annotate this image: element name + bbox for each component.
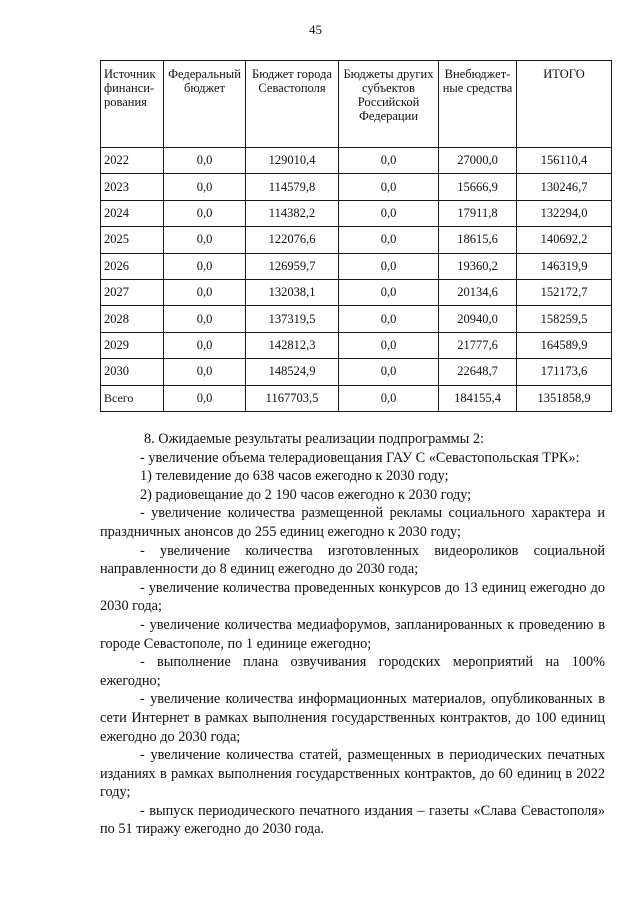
table-row — [101, 227, 612, 253]
result-item: - увеличение количества статей, размещенных в периодических печатных изданиях в рамках выполнения государственных контрактов, до 60 единиц в 2022 году; — [100, 747, 605, 801]
extrabudgetary-cell: 27000,0 — [439, 148, 517, 174]
extrabudgetary-cell: 18615,6 — [439, 227, 517, 253]
city-budget-cell: 132038,1 — [246, 279, 339, 305]
header-source: Источник финанси-рования — [101, 61, 164, 148]
extrabudgetary-cell: 20940,0 — [439, 306, 517, 332]
federal-budget-cell: 0,0 — [164, 359, 246, 385]
result-item: 2) радиовещание до 2 190 часов ежегодно к 2030 году; — [140, 486, 472, 503]
other-subjects-cell: 0,0 — [339, 253, 439, 279]
result-item: - выполнение плана озвучивания городских мероприятий на 100% ежегодно; — [100, 654, 605, 689]
table-row — [101, 385, 612, 411]
federal-budget-cell: 0,0 — [164, 253, 246, 279]
results-heading: 8. Ожидаемые результаты реализации подпрограммы 2: — [144, 431, 484, 447]
year-cell: 2023 — [101, 174, 164, 200]
total-cell: 140692,2 — [517, 227, 612, 253]
table-row — [101, 200, 612, 226]
federal-budget-cell: 0,0 — [164, 174, 246, 200]
total-cell: 171173,6 — [517, 359, 612, 385]
result-item: - увеличение количества медиафорумов, запланированных к проведению в городе Севастополе, по 1 единице ежегодно; — [100, 616, 605, 652]
other-subjects-cell: 0,0 — [339, 332, 439, 358]
year-cell: 2029 — [101, 332, 164, 358]
total-cell: 146319,9 — [517, 253, 612, 279]
federal-budget-cell: 0,0 — [164, 306, 246, 332]
city-budget-cell: 114579,8 — [246, 174, 339, 200]
federal-budget-cell: 0,0 — [164, 227, 246, 253]
year-cell: 2025 — [101, 227, 164, 253]
financing-table — [100, 60, 612, 412]
extrabudgetary-cell: 15666,9 — [439, 174, 517, 200]
total-cell: 1351858,9 — [517, 385, 612, 411]
other-subjects-cell: 0,0 — [339, 200, 439, 226]
header-federal-budget: Федеральный бюджет — [164, 61, 246, 148]
other-subjects-cell: 0,0 — [339, 148, 439, 174]
year-cell: 2022 — [101, 148, 164, 174]
header-other-subjects-budgets: Бюджеты других субъектов Российской Федерации — [339, 61, 439, 148]
total-cell: 158259,5 — [517, 306, 612, 332]
federal-budget-cell: 0,0 — [164, 279, 246, 305]
header-city-budget: Бюджет города Севастополя — [246, 61, 339, 148]
extrabudgetary-cell: 22648,7 — [439, 359, 517, 385]
year-cell: 2024 — [101, 200, 164, 226]
header-total: ИТОГО — [517, 61, 612, 148]
other-subjects-cell: 0,0 — [339, 359, 439, 385]
header-extrabudgetary: Внебюджет-ные средства — [439, 61, 517, 148]
city-budget-cell: 126959,7 — [246, 253, 339, 279]
extrabudgetary-cell: 184155,4 — [439, 385, 517, 411]
federal-budget-cell: 0,0 — [164, 385, 246, 411]
year-cell: 2028 — [101, 306, 164, 332]
other-subjects-cell: 0,0 — [339, 385, 439, 411]
result-item: - выпуск периодического печатного издания – газеты «Слава Севастополя» по 51 тиражу ежегодно до 2030 года. — [100, 802, 605, 838]
table-header — [101, 61, 612, 148]
result-item: - увеличение количества размещенной рекламы социального характера и праздничных анонсов до 255 единиц ежегодно к 2030 году; — [100, 505, 605, 540]
city-budget-cell: 137319,5 — [246, 306, 339, 332]
result-item: - увеличение количества изготовленных видеороликов социальной направленности до 8 единиц ежегодно до 2030 года; — [100, 542, 605, 578]
city-budget-cell: 114382,2 — [246, 200, 339, 226]
table-row — [101, 174, 612, 200]
city-budget-cell: 148524,9 — [246, 359, 339, 385]
header-row — [101, 61, 612, 148]
extrabudgetary-cell: 20134,6 — [439, 279, 517, 305]
city-budget-cell: 1167703,5 — [246, 385, 339, 411]
total-cell: 164589,9 — [517, 332, 612, 358]
table-row — [101, 332, 612, 358]
result-item: - увеличение количества информационных материалов, опубликованных в сети Интернет в рамках выполнения государственных контрактов, до 100 единиц ежегодно до 2030 года; — [100, 691, 605, 745]
federal-budget-cell: 0,0 — [164, 148, 246, 174]
result-item: - увеличение количества проведенных конкурсов до 13 единиц ежегодно до 2030 года; — [100, 579, 605, 615]
other-subjects-cell: 0,0 — [339, 279, 439, 305]
other-subjects-cell: 0,0 — [339, 306, 439, 332]
other-subjects-cell: 0,0 — [339, 174, 439, 200]
federal-budget-cell: 0,0 — [164, 200, 246, 226]
year-cell: Всего — [101, 385, 164, 411]
page-number: 45 — [309, 22, 322, 37]
total-cell: 130246,7 — [517, 174, 612, 200]
table-row — [101, 148, 612, 174]
table-row — [101, 279, 612, 305]
total-cell: 132294,0 — [517, 200, 612, 226]
year-cell: 2030 — [101, 359, 164, 385]
year-cell: 2027 — [101, 279, 164, 305]
city-budget-cell: 122076,6 — [246, 227, 339, 253]
year-cell: 2026 — [101, 253, 164, 279]
result-item: - увеличение объема телерадиовещания ГАУ С «Севастопольская ТРК»: — [140, 449, 580, 466]
table-row — [101, 359, 612, 385]
extrabudgetary-cell: 21777,6 — [439, 332, 517, 358]
result-item: 1) телевидение до 638 часов ежегодно к 2030 году; — [140, 468, 449, 485]
city-budget-cell: 142812,3 — [246, 332, 339, 358]
table-row — [101, 306, 612, 332]
total-cell: 156110,4 — [517, 148, 612, 174]
expected-results — [100, 430, 605, 839]
city-budget-cell: 129010,4 — [246, 148, 339, 174]
table-body — [101, 148, 612, 412]
federal-budget-cell: 0,0 — [164, 332, 246, 358]
extrabudgetary-cell: 17911,8 — [439, 200, 517, 226]
total-cell: 152172,7 — [517, 279, 612, 305]
extrabudgetary-cell: 19360,2 — [439, 253, 517, 279]
table-row — [101, 253, 612, 279]
other-subjects-cell: 0,0 — [339, 227, 439, 253]
